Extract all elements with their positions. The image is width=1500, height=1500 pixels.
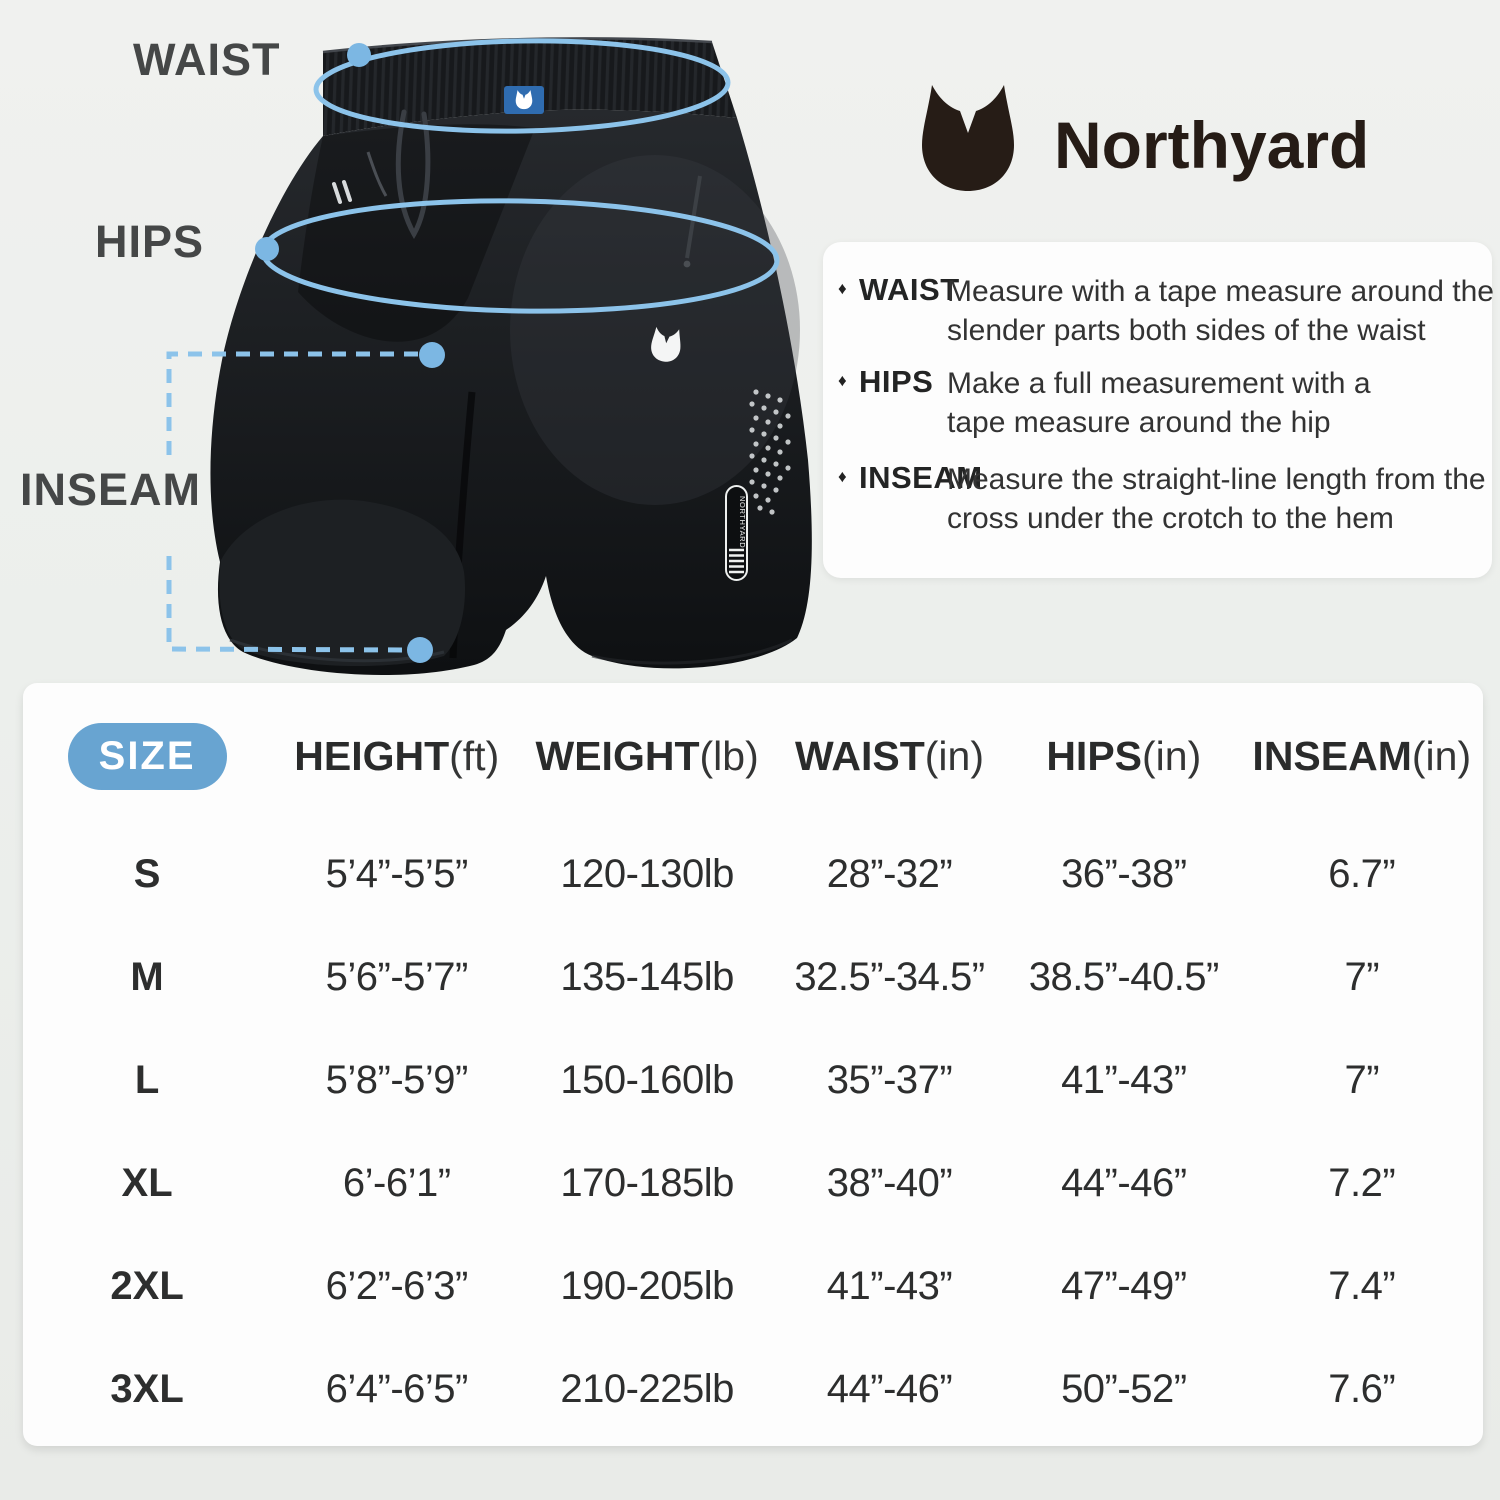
hips-point-dot [255, 237, 279, 261]
cell-waist: 35”-37” [826, 1058, 953, 1102]
cell-height: 5’6”-5’7” [325, 955, 468, 999]
cell-waist: 28”-32” [826, 852, 953, 896]
cell-waist: 32.5”-34.5” [794, 955, 985, 999]
instruction-line: tape measure around the hip [947, 406, 1331, 439]
waistband-tag [504, 86, 544, 114]
cell-weight: 190-205lb [560, 1264, 734, 1308]
instruction-line: cross under the crotch to the hem [947, 502, 1394, 535]
measuring-instructions-panel [823, 242, 1492, 578]
size-chart-header-row [23, 723, 1483, 790]
header-hips: HIPS(in) [1046, 733, 1202, 779]
diamond-bullet-icon: ♦ [838, 279, 847, 298]
instruction-line: Measure the straight-line length from the [947, 463, 1486, 496]
table-row-xl [23, 1132, 1483, 1235]
diamond-bullet-icon: ♦ [838, 467, 847, 486]
cell-hips: 38.5”-40.5” [1028, 955, 1219, 999]
size-pill-badge: SIZE [68, 723, 227, 790]
cell-weight: 120-130lb [560, 852, 734, 896]
cell-inseam: 7.4” [1328, 1264, 1396, 1308]
size-chart-body [23, 823, 1483, 1441]
brand-header [918, 84, 1369, 196]
cell-height: 6’-6’1” [342, 1161, 451, 1205]
cell-inseam: 6.7” [1328, 852, 1396, 896]
shorts-body [210, 38, 811, 675]
header-size [23, 723, 271, 790]
instruction-line: Measure with a tape measure around the [947, 275, 1494, 308]
instruction-text [947, 364, 1371, 442]
strip-brand-text: NORTHYARD [738, 496, 747, 549]
hips-callout-label: HIPS [95, 216, 205, 267]
cell-size: M [130, 955, 164, 999]
cell-weight: 210-225lb [560, 1367, 734, 1411]
instruction-label: HIPS [859, 364, 934, 399]
cell-height: 5’8”-5’9” [325, 1058, 468, 1102]
cell-size: 3XL [110, 1367, 184, 1411]
cell-hips: 41”-43” [1061, 1058, 1187, 1102]
cell-inseam: 7.6” [1328, 1367, 1396, 1411]
cell-inseam: 7.2” [1328, 1161, 1396, 1205]
waist-point-dot [347, 43, 371, 67]
cell-height: 6’4”-6’5” [325, 1367, 468, 1411]
table-row-s [23, 823, 1483, 926]
waist-callout-label: WAIST [133, 34, 281, 85]
cell-size: S [133, 852, 161, 896]
shorts-photo [0, 0, 830, 700]
measurement-diagram-section [0, 0, 1500, 690]
header-waist: WAIST(in) [794, 733, 984, 779]
header-weight: WEIGHT(lb) [535, 733, 759, 779]
header-height: HEIGHT(ft) [294, 733, 500, 779]
cell-waist: 38”-40” [826, 1161, 953, 1205]
cell-weight: 135-145lb [560, 955, 734, 999]
table-row-2xl [23, 1235, 1483, 1338]
size-chart-table [23, 683, 1483, 1446]
cell-hips: 36”-38” [1061, 852, 1187, 896]
cell-hips: 47”-49” [1061, 1264, 1187, 1308]
cell-hips: 50”-52” [1061, 1367, 1187, 1411]
instruction-label: INSEAM [859, 460, 983, 495]
inseam-callout-label: INSEAM [20, 464, 202, 515]
cell-height: 6’2”-6’3” [325, 1264, 468, 1308]
cell-inseam: 7” [1344, 955, 1380, 999]
table-row-l [23, 1029, 1483, 1132]
reflective-strip [726, 486, 747, 580]
instruction-label: WAIST [859, 272, 960, 307]
table-row-3xl [23, 1338, 1483, 1441]
instruction-line: slender parts both sides of the waist [947, 314, 1426, 347]
header-inseam: INSEAM(in) [1252, 733, 1472, 779]
instruction-text [947, 272, 1494, 350]
cell-weight: 170-185lb [560, 1161, 734, 1205]
cell-height: 5’4”-5’5” [325, 852, 468, 896]
cell-waist: 44”-46” [826, 1367, 953, 1411]
cell-size: XL [121, 1161, 173, 1205]
cell-size: L [134, 1058, 160, 1102]
cell-inseam: 7” [1344, 1058, 1380, 1102]
northyard-logo-icon [918, 84, 1018, 196]
brand-name: Northyard [1054, 108, 1370, 182]
cell-hips: 44”-46” [1061, 1161, 1187, 1205]
table-row-m [23, 926, 1483, 1029]
cell-weight: 150-160lb [560, 1058, 734, 1102]
diamond-bullet-icon: ♦ [838, 371, 847, 390]
cell-size: 2XL [110, 1264, 184, 1308]
instruction-text [947, 460, 1486, 538]
cell-waist: 41”-43” [826, 1264, 953, 1308]
instruction-line: Make a full measurement with a [947, 367, 1371, 400]
